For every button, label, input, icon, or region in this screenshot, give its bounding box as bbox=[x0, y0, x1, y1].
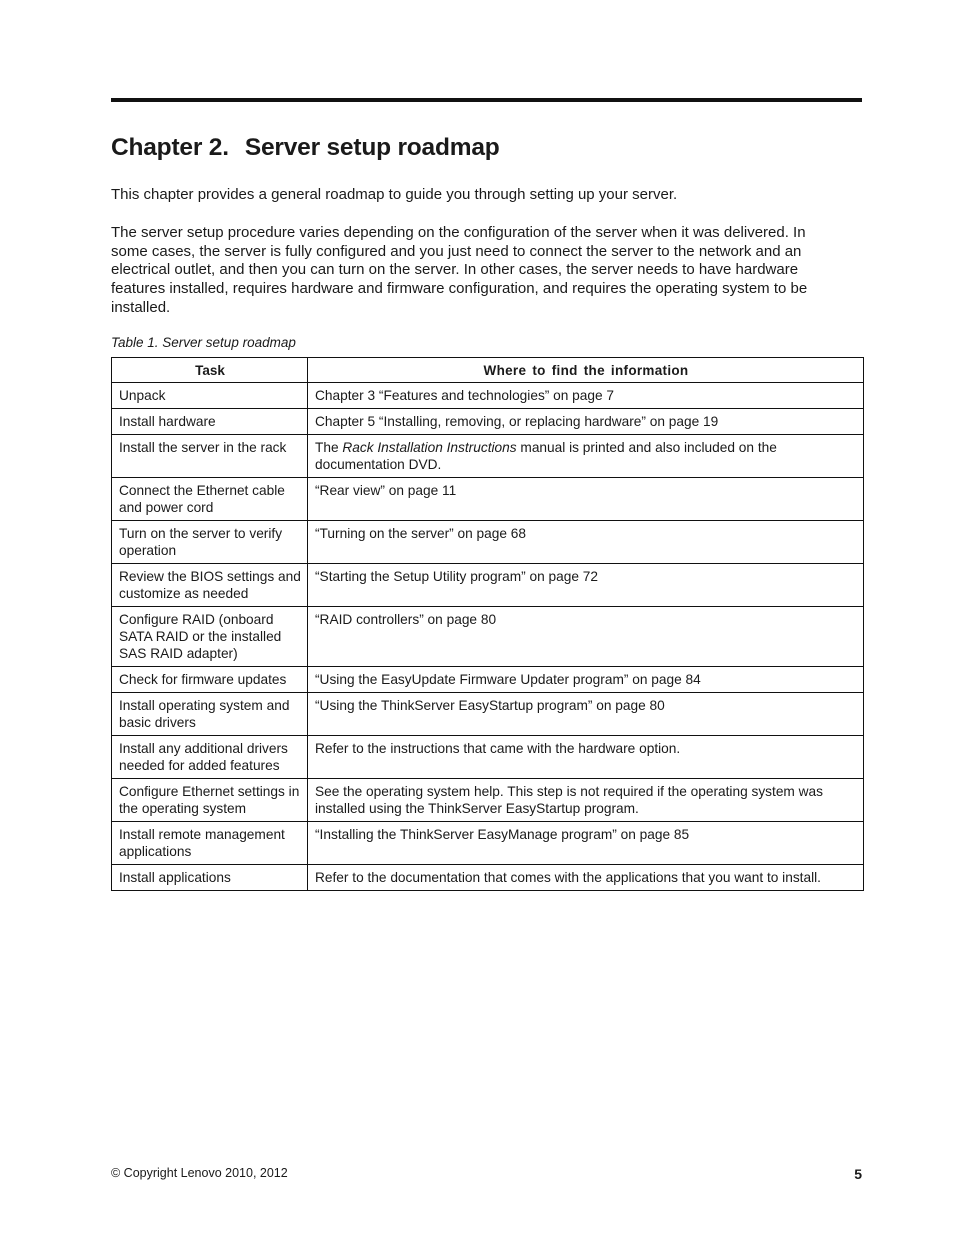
task-cell: Install any additional drivers needed for added features bbox=[112, 736, 308, 779]
top-rule bbox=[111, 98, 862, 102]
info-cell: “RAID controllers” on page 80 bbox=[308, 607, 864, 667]
table-row bbox=[112, 409, 864, 435]
table-row bbox=[112, 779, 864, 822]
footer-copyright: © Copyright Lenovo 2010, 2012 bbox=[111, 1166, 288, 1180]
info-cell: “Rear view” on page 11 bbox=[308, 478, 864, 521]
info-cell bbox=[308, 435, 864, 478]
setup-roadmap-table bbox=[111, 357, 864, 891]
info-cell: Chapter 5 “Installing, removing, or replacing hardware” on page 19 bbox=[308, 409, 864, 435]
intro-paragraph: This chapter provides a general roadmap to guide you through setting up your server. bbox=[111, 186, 678, 203]
task-cell: Connect the Ethernet cable and power cord bbox=[112, 478, 308, 521]
chapter-title bbox=[111, 134, 500, 162]
chapter-number: Chapter 2. bbox=[111, 134, 229, 161]
info-cell: “Using the EasyUpdate Firmware Updater program” on page 84 bbox=[308, 667, 864, 693]
task-cell: Install operating system and basic drivers bbox=[112, 693, 308, 736]
info-text: The bbox=[315, 440, 343, 455]
info-text: manual is printed and also included on the documentation DVD. bbox=[315, 440, 777, 472]
task-cell: Install the server in the rack bbox=[112, 435, 308, 478]
task-cell: Check for firmware updates bbox=[112, 667, 308, 693]
task-cell: Install applications bbox=[112, 865, 308, 891]
chapter-name: Server setup roadmap bbox=[244, 134, 500, 161]
info-cell: Chapter 3 “Features and technologies” on page 7 bbox=[308, 383, 864, 409]
table-row bbox=[112, 667, 864, 693]
info-cell: “Installing the ThinkServer EasyManage program” on page 85 bbox=[308, 822, 864, 865]
table-header-row bbox=[112, 358, 864, 383]
task-cell: Configure Ethernet settings in the operating system bbox=[112, 779, 308, 822]
procedure-paragraph: The server setup procedure varies depending on the configuration of the server when it was delivered. In some cases, the server is fully configured and you just need to connect the server to the network and an electrical outlet, and then you can turn on the server. In other cases, the server needs to have hardware features installed, requires hardware and firmware configuration, and requires the operating system to be installed. bbox=[111, 224, 808, 316]
info-cell: See the operating system help. This step is not required if the operating system was installed using the ThinkServer EasyStartup program. bbox=[308, 779, 864, 822]
task-cell: Turn on the server to verify operation bbox=[112, 521, 308, 564]
info-cell: “Turning on the server” on page 68 bbox=[308, 521, 864, 564]
header-where: Where to find the information bbox=[308, 358, 864, 383]
info-cell: Refer to the instructions that came with the hardware option. bbox=[308, 736, 864, 779]
table-row bbox=[112, 478, 864, 521]
page-number: 5 bbox=[854, 1166, 862, 1182]
table-row bbox=[112, 521, 864, 564]
info-cell: Refer to the documentation that comes with the applications that you want to install. bbox=[308, 865, 864, 891]
task-cell: Install remote management applications bbox=[112, 822, 308, 865]
table-row bbox=[112, 865, 864, 891]
table-row bbox=[112, 693, 864, 736]
info-cell: “Starting the Setup Utility program” on page 72 bbox=[308, 564, 864, 607]
table-row bbox=[112, 383, 864, 409]
task-cell: Review the BIOS settings and customize as needed bbox=[112, 564, 308, 607]
info-cell: “Using the ThinkServer EasyStartup program” on page 80 bbox=[308, 693, 864, 736]
manual-title: Rack Installation Instructions bbox=[342, 440, 517, 455]
table-row bbox=[112, 564, 864, 607]
header-task: Task bbox=[112, 358, 308, 383]
table-row bbox=[112, 435, 864, 478]
table-caption: Table 1. Server setup roadmap bbox=[111, 335, 296, 350]
table-row bbox=[112, 607, 864, 667]
table-row bbox=[112, 822, 864, 865]
table-row bbox=[112, 736, 864, 779]
task-cell: Unpack bbox=[112, 383, 308, 409]
task-cell: Configure RAID (onboard SATA RAID or the installed SAS RAID adapter) bbox=[112, 607, 308, 667]
task-cell: Install hardware bbox=[112, 409, 308, 435]
